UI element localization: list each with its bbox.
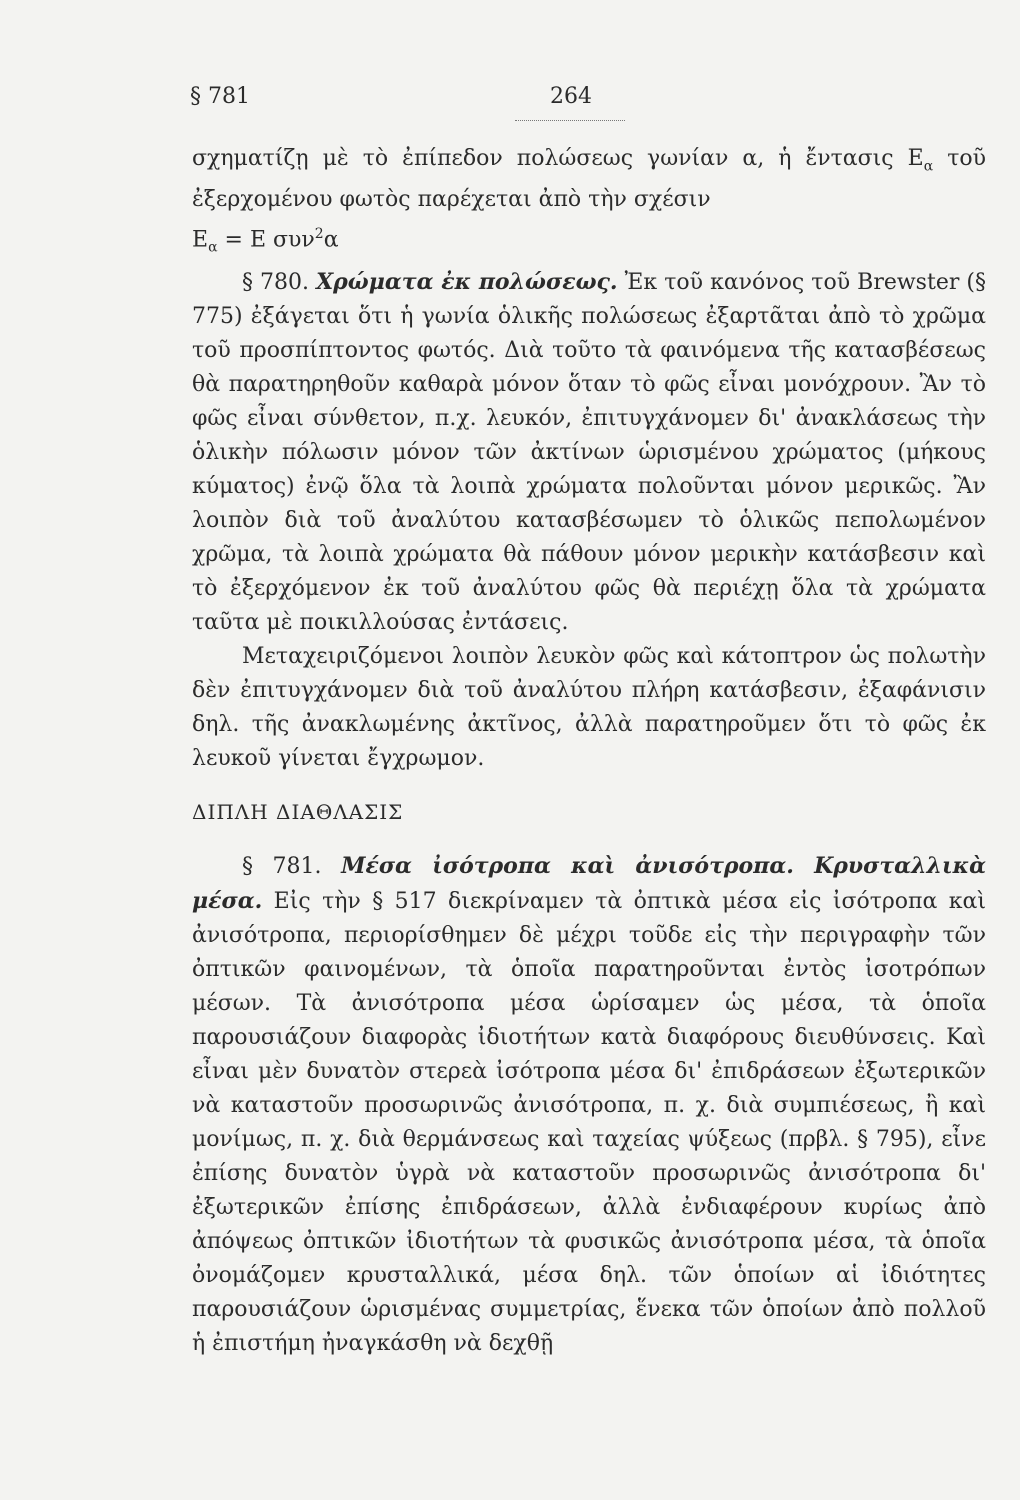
section-781-text: Εἰς τὴν § 517 διεκρίναμεν τὰ ὀπτικὰ μέσα εἰς ἰσότροπα καὶ ἀνισότροπα, περιορίσθημεν δὲ μέχρι τοῦδε εἰς τὴν περιγραφὴν τῶν ὀπτικῶν φαινομένων, τὰ ὁποῖα παρατηροῦνται ἐντὸς ἰσοτρόπων μέσων. Τὰ ἀνισότροπα μέσα ὡρίσαμεν ὡς μέσα, τὰ ὁποῖα παρουσιάζουν διαφορὰς ἰδιοτήτων κατὰ διαφόρους διευθύνσεις. Καὶ εἶναι μὲν δυνατὸν στερεὰ ἰσότροπα μέσα δι' ἐπιδράσεων ἐξωτερικῶν νὰ καταστοῦν προσωρινῶς ἀνισότροπα, π. χ. διὰ συμπιέσεως, ἢ καὶ μονίμως, π. χ. διὰ θερμάνσεως καὶ ταχείας ψύξεως (πρβλ. § 795), εἶνε ἐπίσης δυνατὸν ὑγρὰ νὰ καταστοῦν προσωρινῶς ἀνισότροπα δι' ἐξωτερικῶν ἐπίσης ἐπιδράσεων, ἀλλὰ ἐνδιαφέρουν κυρίως ἀπὸ ἀπόψεως ὀπτικῶν ἰδιοτήτων τὰ φυσικῶς ἀνισότροπα μέσα, τὰ ὁποῖα ὀνομάζομεν κρυσταλλικά, μέσα δηλ. τῶν ὁποίων αἱ ἰδιότητες παρουσιάζουν ὡρισμένας συμμετρίας, ἕνεκα τῶν ὁποίων ἀπὸ πολλοῦ ἡ ἐπιστήμη ἠναγκάσθη νὰ δεχθῇ	[192, 889, 986, 1356]
section-780-number: § 780.	[242, 270, 310, 296]
section-781	[192, 849, 986, 1361]
section-780	[192, 265, 986, 640]
page-number-rule	[515, 120, 625, 121]
intensity-formula: $E_\alpha = E$ συν$^2$α	[192, 226, 339, 257]
chapter-heading: ΔΙΠΛΗ ΔΙΑΘΛΑΣΙΣ	[192, 800, 404, 824]
section-781-title: Μέσα ἰσότροπα καὶ ἀνισότροπα. Κρυσταλλικὰ μέσα.	[192, 853, 987, 914]
page-number: 264	[550, 84, 592, 109]
section-781-number: § 781.	[242, 854, 322, 879]
body-block-bottom	[192, 795, 986, 1361]
section-reference: § 781	[190, 84, 250, 109]
section-780-title: Χρώματα ἐκ πολώσεως.	[316, 269, 618, 296]
paragraph-white-light: Μεταχειριζόμενοι λοιπὸν λευκὸν φῶς καὶ κάτοπτρον ὡς πολωτὴν δὲν ἐπιτυγχάνομεν διὰ τοῦ ἀναλύτου πλήρη κατάσβεσιν, ἐξαφάνισιν δηλ. τῆς ἀνακλωμένης ἀκτῖνος, ἀλλὰ παρατηροῦμεν ὅτι τὸ φῶς ἐκ λευκοῦ γίνεται ἔγχρωμον.	[192, 644, 986, 772]
page-header	[0, 84, 1020, 124]
section-780-text: Ἐκ τοῦ κανόνος τοῦ Brewster (§ 775) ἐξάγεται ὅτι ἡ γωνία ὁλικῆς πολώσεως ἐξαρτᾶται ἀπὸ τὸ χρῶμα τοῦ προσπίπτοντος φωτός. Διὰ τοῦτο τὰ φαινόμενα τῆς κατασβέσεως θὰ παρατηρηθοῦν καθαρὰ μόνον ὅταν τὸ φῶς εἶναι μονόχρουν. Ἂν τὸ φῶς εἶναι σύνθετον, π.χ. λευκόν, ἐπιτυγχάνομεν δι' ἀνακλάσεως τὴν ὁλικὴν πόλωσιν μόνον τῶν ἀκτίνων ὡρισμένου χρώματος (μήκους κύματος) ἐνῷ ὅλα τὰ λοιπὰ χρώματα πολοῦνται μόνον μερικῶς. Ἂν λοιπὸν διὰ τοῦ ἀναλύτου κατασβέσωμεν τὸ ὁλικῶς πεπολωμένον χρῶμα, τὰ λοιπὰ χρώματα θὰ πάθουν μόνον μερικὴν κατάσβεσιν καὶ τὸ ἐξερχόμενον ἐκ τοῦ ἀναλύτου φῶς θὰ περιέχῃ ὅλα τὰ χρώματα ταῦτα μὲ ποικιλλούσας ἐντάσεις.	[192, 270, 986, 636]
paragraph-continuation: σχηματίζῃ μὲ τὸ ἐπίπεδον πολώσεως γωνίαν α, ἡ ἔντασις $E_\alpha$ τοῦ ἐξερχομένου φωτὸς παρέχεται ἀπὸ τὴν σχέσιν	[192, 146, 986, 213]
body-block-top	[192, 142, 986, 776]
